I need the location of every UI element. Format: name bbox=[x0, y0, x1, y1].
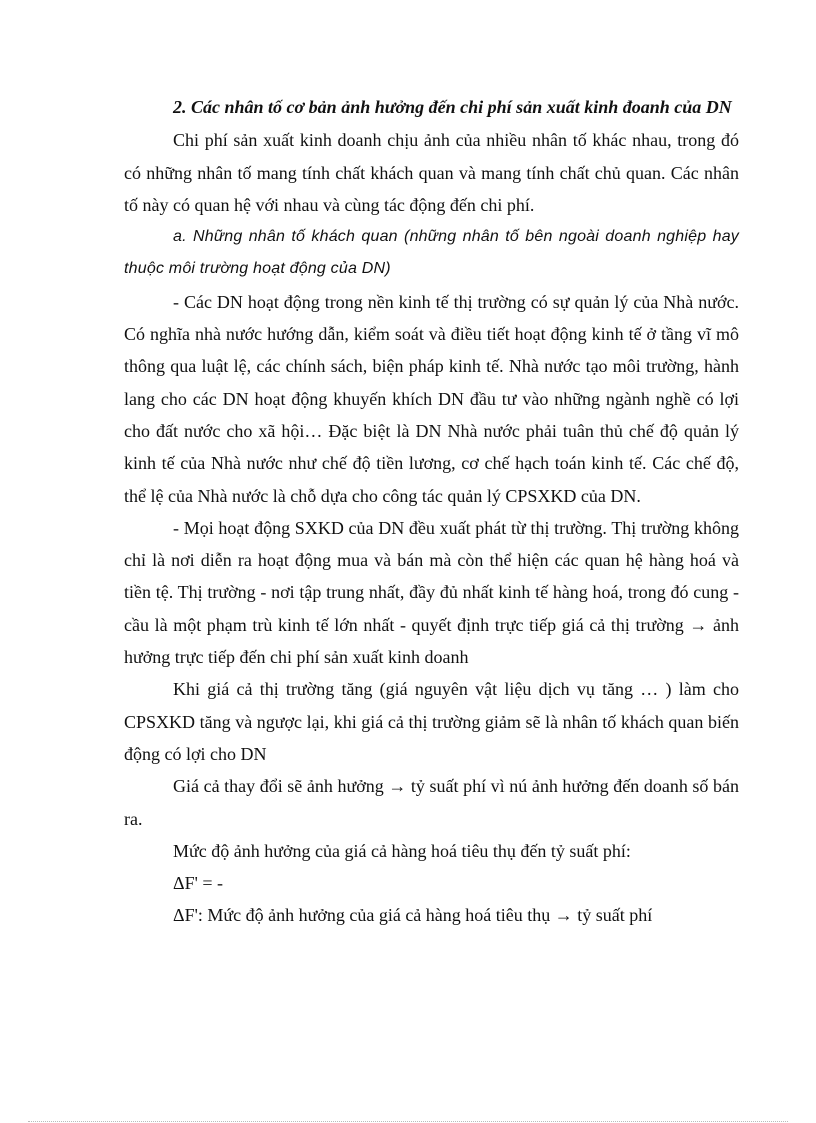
paragraph-price-change: Giá cả thay đổi sẽ ảnh hưởng → tỷ suất phí vì nú ảnh hưởng đến doanh số bán ra. bbox=[124, 776, 739, 829]
document-page bbox=[124, 91, 739, 932]
paragraph-price-increase: Khi giá cả thị trường tăng (giá nguyên vật liệu dịch vụ tăng … ) làm cho CPSXKD tăng và ngược lại, khi giá cả thị trường giảm sẽ là nhân tố khách quan biến động có lợi cho DN bbox=[124, 679, 739, 764]
paragraph-impact-level: Mức độ ảnh hưởng của giá cả hàng hoá tiêu thụ đến tỷ suất phí: bbox=[173, 840, 631, 861]
page-bottom-divider bbox=[28, 1121, 788, 1122]
section-heading: 2. Các nhân tố cơ bản ảnh hưởng đến chi phí sản xuất kinh đoanh của DN bbox=[173, 97, 732, 117]
paragraph-state-management: - Các DN hoạt động trong nền kinh tế thị trường có sự quản lý của Nhà nước. Có nghĩa nhà nước hướng dẫn, kiểm soát và điều tiết hoạt động kinh tế ở tầng vĩ mô thông qua luật lệ, các chính sách, biện pháp kinh tế. Nhà nước tạo môi trường, hành lang cho các DN hoạt động khuyến khích DN đầu tư vào những ngành nghề có lợi cho đất nước cho xã hội… Đặc biệt là DN Nhà nước phải tuân thủ chế độ quản lý kinh tế của Nhà nước như chế độ tiền lương, cơ chế hạch toán kinh tế. Các chế độ, thể lệ của Nhà nước là chỗ dựa cho công tác quản lý CPSXKD của DN. bbox=[124, 291, 739, 506]
paragraph-market: - Mọi hoạt động SXKD của DN đều xuất phát từ thị trường. Thị trường không chỉ là nơi diễn ra hoạt động mua và bán mà còn thể hiện các quan hệ hàng hoá và tiền tệ. Thị trường - nơi tập trung nhất, đầy đủ nhất kinh tế hàng hoá, trong đó cung - cầu là một phạm trù kinh tế lớn nhất - quyết định trực tiếp giá cả thị trường → ảnh hưởng trực tiếp đến chi phí sản xuất kinh doanh bbox=[124, 517, 739, 668]
formula-line: ΔF' = - bbox=[173, 873, 223, 894]
subheading-objective-factors: a. Những nhân tố khách quan (những nhân tố bên ngoài doanh nghiệp hay thuộc môi trường hoạt động của DN) bbox=[124, 228, 739, 278]
formula-definition: ΔF': Mức độ ảnh hưởng của giá cả hàng hoá tiêu thụ → tỷ suất phí bbox=[173, 905, 653, 926]
paragraph-intro: Chi phí sản xuất kinh doanh chịu ảnh của nhiều nhân tố khác nhau, trong đó có những nhân tố mang tính chất khách quan và mang tính chất chủ quan. Các nhân tố này có quan hệ với nhau và cùng tác động đến chi phí. bbox=[124, 130, 739, 215]
